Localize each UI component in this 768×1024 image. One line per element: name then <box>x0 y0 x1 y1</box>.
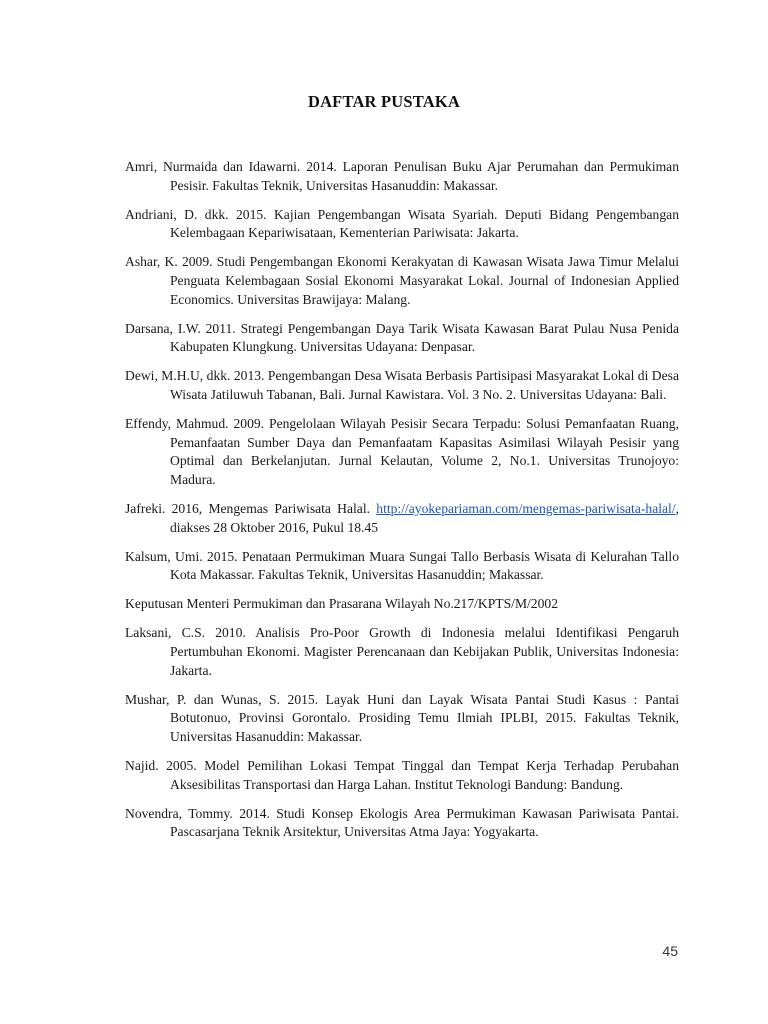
reference-url-link[interactable]: http://ayokepariaman.com/mengemas-pariwisata-halal/ <box>376 500 676 516</box>
reference-entry <box>125 367 679 404</box>
reference-text: Effendy, Mahmud. 2009. Pengelolaan Wilayah Pesisir Secara Terpadu: Solusi Pemanfaatan Ruang, Pemanfaatan Sumber Daya dan Pemanfaatam Kapasitas Asimilasi Wilayah Pesisir yang Optimal dan Berkelanjutan. Jurnal Kelautan, Volume 2, No.1. Universitas Trunojoyo: Madura. <box>125 416 679 487</box>
reference-text: Kalsum, Umi. 2015. Penataan Permukiman Muara Sungai Tallo Berbasis Wisata di Kelurahan Tallo Kota Makassar. Fakultas Teknik, Universitas Hasanuddin; Makassar. <box>125 548 679 583</box>
reference-text: Keputusan Menteri Permukiman dan Prasarana Wilayah No.217/KPTS/M/2002 <box>125 596 558 612</box>
reference-text: Darsana, I.W. 2011. Strategi Pengembangan Daya Tarik Wisata Kawasan Barat Pulau Nusa Penida Kabupaten Klungkung. Universitas Udayana: Denpasar. <box>125 320 679 355</box>
reference-list <box>125 158 679 852</box>
reference-entry <box>125 206 679 243</box>
reference-text: Laksani, C.S. 2010. Analisis Pro-Poor Growth di Indonesia melalui Identifikasi Pengaruh Pertumbuhan Ekonomi. Magister Perencanaan dan Kebijakan Publik, Universitas Indonesia: Jakarta. <box>125 625 679 678</box>
reference-entry <box>125 595 679 614</box>
reference-entry <box>125 320 679 357</box>
reference-text-suffix: , diakses 28 Oktober 2016, Pukul 18.45 <box>170 500 679 535</box>
reference-entry <box>125 500 679 537</box>
page-title: DAFTAR PUSTAKA <box>307 92 461 111</box>
reference-text: Dewi, M.H.U, dkk. 2013. Pengembangan Desa Wisata Berbasis Partisipasi Masyarakat Lokal di Desa Wisata Jatiluwuh Tabanan, Bali. Jurnal Kawistara. Vol. 3 No. 2. Universitas Udayana: Bali. <box>125 368 679 402</box>
reference-entry <box>125 805 679 842</box>
reference-entry <box>125 691 679 747</box>
reference-text: Novendra, Tommy. 2014. Studi Konsep Ekologis Area Permukiman Kawasan Pariwisata Pantai. Pascasarjana Teknik Arsitektur, Universitas Atma Jaya: Yogyakarta. <box>125 805 679 840</box>
reference-entry <box>125 624 679 680</box>
reference-entry <box>125 757 679 794</box>
reference-text: Najid. 2005. Model Pemilihan Lokasi Tempat Tinggal dan Tempat Kerja Terhadap Perubahan Aksesibilitas Transportasi dan Harga Lahan. Institut Teknologi Bandung: Bandung. <box>125 757 679 792</box>
reference-text: Ashar, K. 2009. Studi Pengembangan Ekonomi Kerakyatan di Kawasan Wisata Jawa Timur Melalui Penguata Kelembagaan Sosial Ekonomi Masyarakat Lokal. Journal of Indonesian Applied Economics. Universitas Brawijaya: Malang. <box>125 254 679 307</box>
reference-text: Amri, Nurmaida dan Idawarni. 2014. Laporan Penulisan Buku Ajar Perumahan dan Permukiman Pesisir. Fakultas Teknik, Universitas Hasanuddin: Makassar. <box>125 159 679 193</box>
reference-text: Andriani, D. dkk. 2015. Kajian Pengembangan Wisata Syariah. Deputi Bidang Pengembangan Kelembagaan Kepariwisataan, Kementerian Pariwisata: Jakarta. <box>125 206 679 241</box>
reference-text-prefix: Jafreki. 2016, Mengemas Pariwisata Halal. <box>125 500 377 516</box>
page-number: 45 <box>662 943 678 959</box>
reference-entry <box>125 253 679 309</box>
reference-entry <box>125 415 679 489</box>
reference-entry <box>125 548 679 585</box>
reference-text: Mushar, P. dan Wunas, S. 2015. Layak Huni dan Layak Wisata Pantai Studi Kasus : Pantai Botutonuo, Provinsi Gorontalo. Prosiding Temu Ilmiah IPLBI, 2015. Fakultas Teknik, Universitas Hasanuddin: Makassar. <box>125 691 679 744</box>
reference-entry <box>125 158 679 195</box>
